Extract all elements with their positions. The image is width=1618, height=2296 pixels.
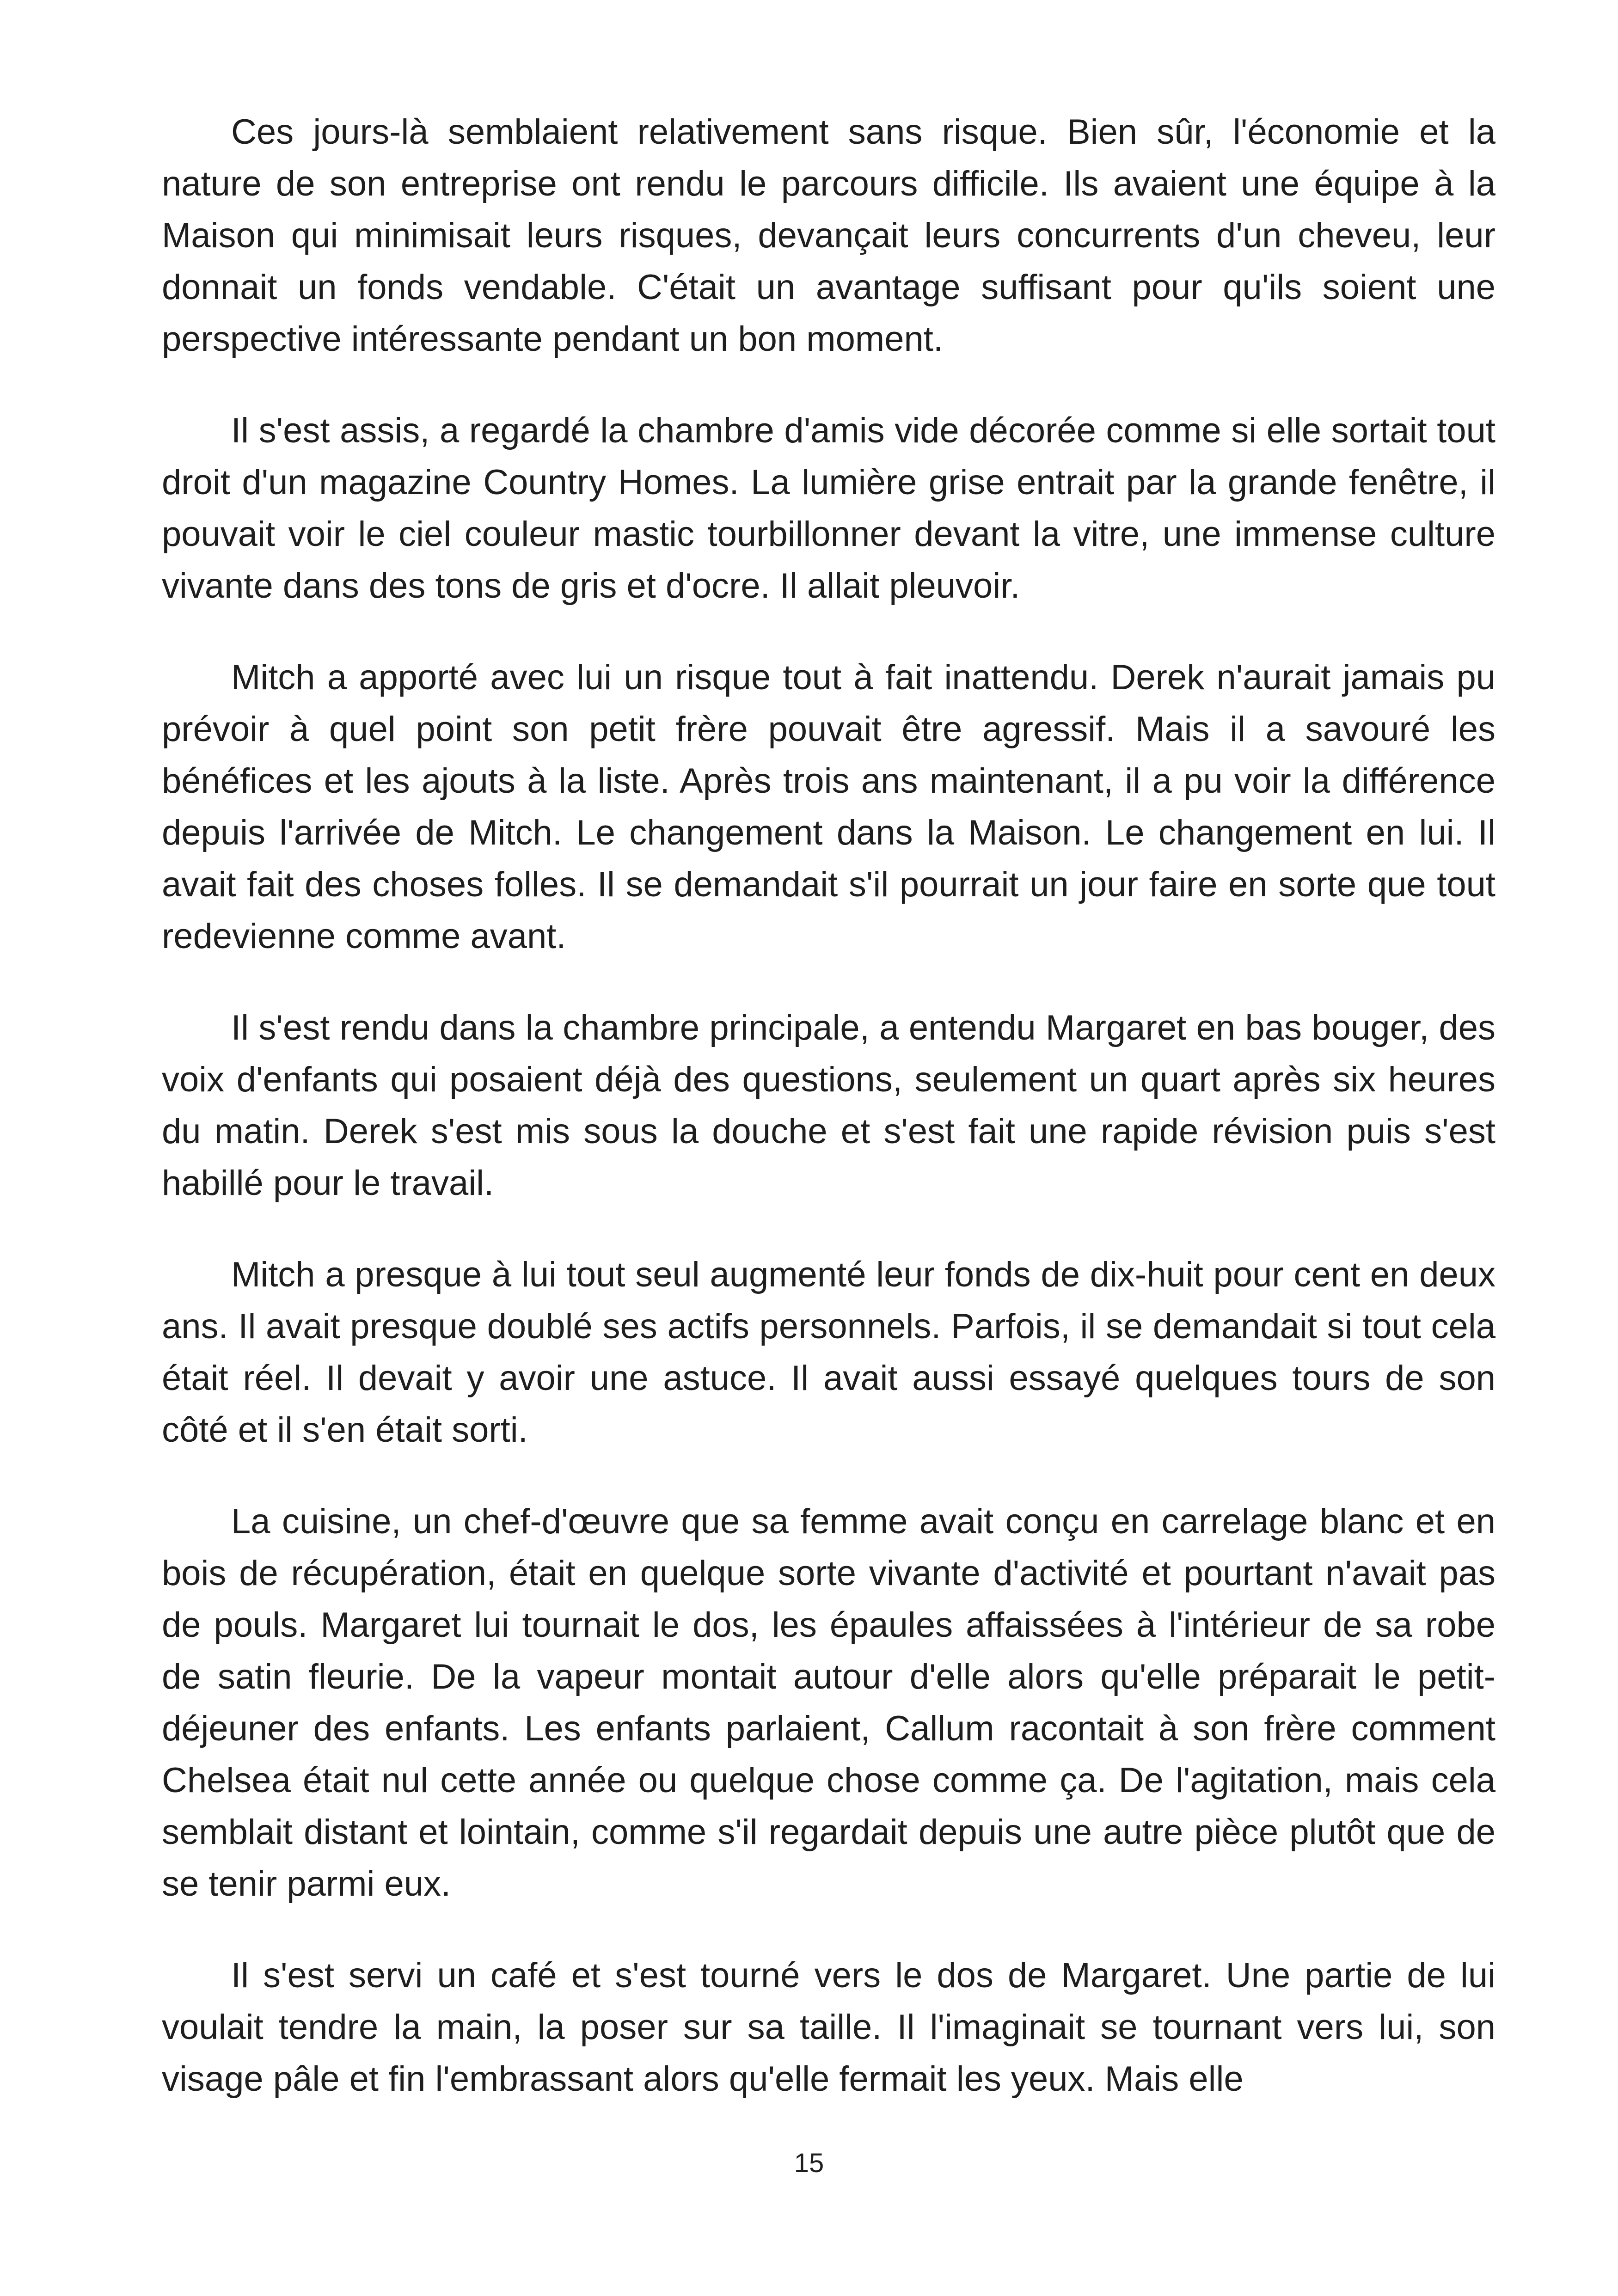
paragraph-6: La cuisine, un chef-d'œuvre que sa femme avait conçu en carrelage blanc et en bois de récupération, était en quelque sorte vivante d'activité et pourtant n'avait pas de pouls. Margaret lui tournait le dos, les épaules affaissées à l'intérieur de sa robe de satin fleurie. De la vapeur montait autour d'elle alors qu'elle préparait le petit-déjeuner des enfants. Les enfants parlaient, Callum racontait à son frère comment Chelsea était nul cette année ou quelque chose comme ça. De l'agitation, mais cela semblait distant et lointain, comme s'il regardait depuis une autre pièce plutôt que de se tenir parmi eux. (162, 1502, 1495, 1904)
paragraph-1: Ces jours-là semblaient relativement sans risque. Bien sûr, l'économie et la nature de son entreprise ont rendu le parcours difficile. Ils avaient une équipe à la Maison qui minimisait leurs risques, devançait leurs concurrents d'un cheveu, leur donnait un fonds vendable. C'était un avantage suffisant pour qu'ils soient une perspective intéressante pendant un bon moment. (162, 112, 1495, 359)
paragraph-5: Mitch a presque à lui tout seul augmenté leur fonds de dix-huit pour cent en deux ans. Il avait presque doublé ses actifs personnels. Parfois, il se demandait si tout cela était réel. Il devait y avoir une astuce. Il avait aussi essayé quelques tours de son côté et il s'en était sorti. (162, 1255, 1495, 1450)
page-number: 15 (794, 2148, 824, 2178)
paragraph-4: Il s'est rendu dans la chambre principale, a entendu Margaret en bas bouger, des voix d'enfants qui posaient déjà des questions, seulement un quart après six heures du matin. Derek s'est mis sous la douche et s'est fait une rapide révision puis s'est habillé pour le travail. (162, 1008, 1495, 1203)
body-text (162, 106, 1495, 2105)
paragraph-2: Il s'est assis, a regardé la chambre d'amis vide décorée comme si elle sortait tout droit d'un magazine Country Homes. La lumière grise entrait par la grande fenêtre, il pouvait voir le ciel couleur mastic tourbillonner devant la vitre, une immense culture vivante dans des tons de gris et d'ocre. Il allait pleuvoir. (162, 411, 1495, 606)
paragraph-7: Il s'est servi un café et s'est tourné vers le dos de Margaret. Une partie de lui voulait tendre la main, la poser sur sa taille. Il l'imaginait se tournant vers lui, son visage pâle et fin l'embrassant alors qu'elle fermait les yeux. Mais elle (162, 1956, 1495, 2099)
paragraph-3: Mitch a apporté avec lui un risque tout à fait inattendu. Derek n'aurait jamais pu prévoir à quel point son petit frère pouvait être agressif. Mais il a savouré les bénéfices et les ajouts à la liste. Après trois ans maintenant, il a pu voir la différence depuis l'arrivée de Mitch. Le changement dans la Maison. Le changement en lui. Il avait fait des choses folles. Il se demandait s'il pourrait un jour faire en sorte que tout redevienne comme avant. (162, 658, 1495, 956)
